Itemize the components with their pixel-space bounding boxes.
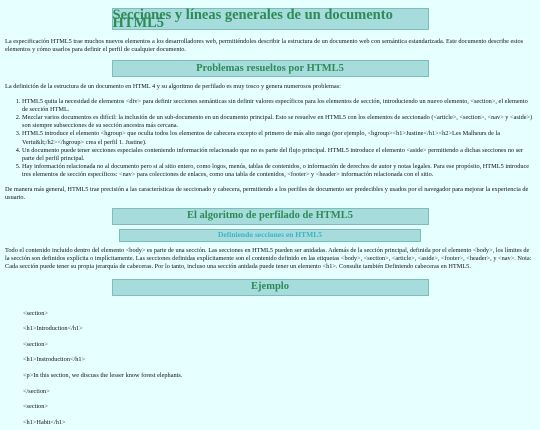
problems-heading-box <box>112 60 429 77</box>
algorithm-paragraph: Todo el contenido incluido dentro del elemento <body> es parte de una sección. Las secciones en HTML5 pueden ser anidadas. Además de la sección principal, definida por el elemento <body>, los límites de la sección son definidos explícita o implícitamente. Las secciones definidas explícitamente son el contenido definido en las etiquetas <body>, <section>, <article>, <aside>, <footer>, <header>, y <nav>. Nota: Cada sección puede tener su propia jerarquía de cabeceras. Por lo tanto, incluso una sección anidada puede tener un elemento <h1>. Consulte también Definiendo cabeceras en HTML5. <box>5 247 532 271</box>
code-line: <h1>Habit</h1> <box>23 418 66 426</box>
code-line: </section> <box>23 387 50 395</box>
list-item: 2. Mezclar varios documentos es difícil: la inclusión de un sub-documento en un documento principal. Esto se resuelve en HTML5 con los elementos de seccionado (<article>, <section>, <nav> y <aside>) son siempre subsecciones de su sección ancestra más cercana. <box>22 114 535 130</box>
example-heading-box <box>112 279 429 296</box>
code-line: <section> <box>23 309 48 317</box>
algorithm-heading-box <box>112 208 429 225</box>
problems-heading: Problemas resueltos por HTML5 <box>196 62 344 74</box>
problems-definition: La definición de la estructura de un documento en HTML 4 y su algoritmo de perfilado es muy tosco y genera numerosos problemas: <box>5 83 341 91</box>
page-title-box <box>112 8 429 30</box>
algorithm-heading: El algoritmo de perfilado de HTML5 <box>187 210 353 222</box>
defining-sections-heading-box <box>119 229 421 242</box>
list-item: 1. HTML5 quita la necesidad de elementos <div> para definir secciones semánticas sin definir valores específicos para los elementos de sección, introduciendo un nuevo elemento, <section>, el elemento de sección HTML. <box>22 98 535 114</box>
list-item: 4. Un documento puede tener secciones especiales conteniendo información relacionado que no es parte del flujo principal. HTML5 introduce el elemento <aside> permitiendo a dichas secciones no ser parte del perfil principal. <box>22 147 535 163</box>
defining-sections-heading: Definiendo secciones en HTML5 <box>218 230 322 240</box>
code-line: <h1>Instroduction</h1> <box>23 356 86 364</box>
problems-list <box>5 98 535 180</box>
list-item: 3. HTML5 introduce el elemento <hgroup> que oculta todos los elementos de cabecera excepto el primero de más alto rango (por ejemplo, <hgroup><h1>Justine</h1><h2>Les Malheurs de la Vertu&lt;/h2></hgroup> crea el perfil 1. Justine). <box>22 130 535 146</box>
example-heading: Ejemplo <box>251 281 289 293</box>
intro-paragraph: La especificación HTML5 trae muchos nuevos elementos a los desarrolladores web, permitiéndoles describir la estructura de un documento web con semántica estandarizada. Este documento describe estos elementos y cómo usarlos para definir el perfil de cualquier documento. <box>5 38 524 54</box>
list-item: 5. Hay información relacionada no al documento pero si al sitio entero, como logos, menús, tablas de contenidos, o información de derechos de autor y notas legales. Para ese propósito, HTML5 introduce tres elementos de sección específicos: <nav> para colecciones de enlaces, como una tabla de contenidos, <footer> y <header> información relacionada con el sitio. <box>22 163 535 179</box>
code-line: <h1>Introduction</h1> <box>23 325 83 333</box>
code-line: <section> <box>23 403 48 411</box>
problems-closing: De manera más general, HTML5 trae precisión a las características de seccionado y cabecera, permitiendo a los perfiles de documento ser predecibles y usados por el navegador para mejorar la experiencia de usuario. <box>5 185 529 201</box>
page-title: Secciones y líneas generales de un documento HTML5 <box>112 6 393 31</box>
example-code <box>5 306 535 430</box>
code-line: <section> <box>23 340 48 348</box>
code-line: <p>In this section, we discuss the lesser know forest elephants. <box>23 372 183 380</box>
